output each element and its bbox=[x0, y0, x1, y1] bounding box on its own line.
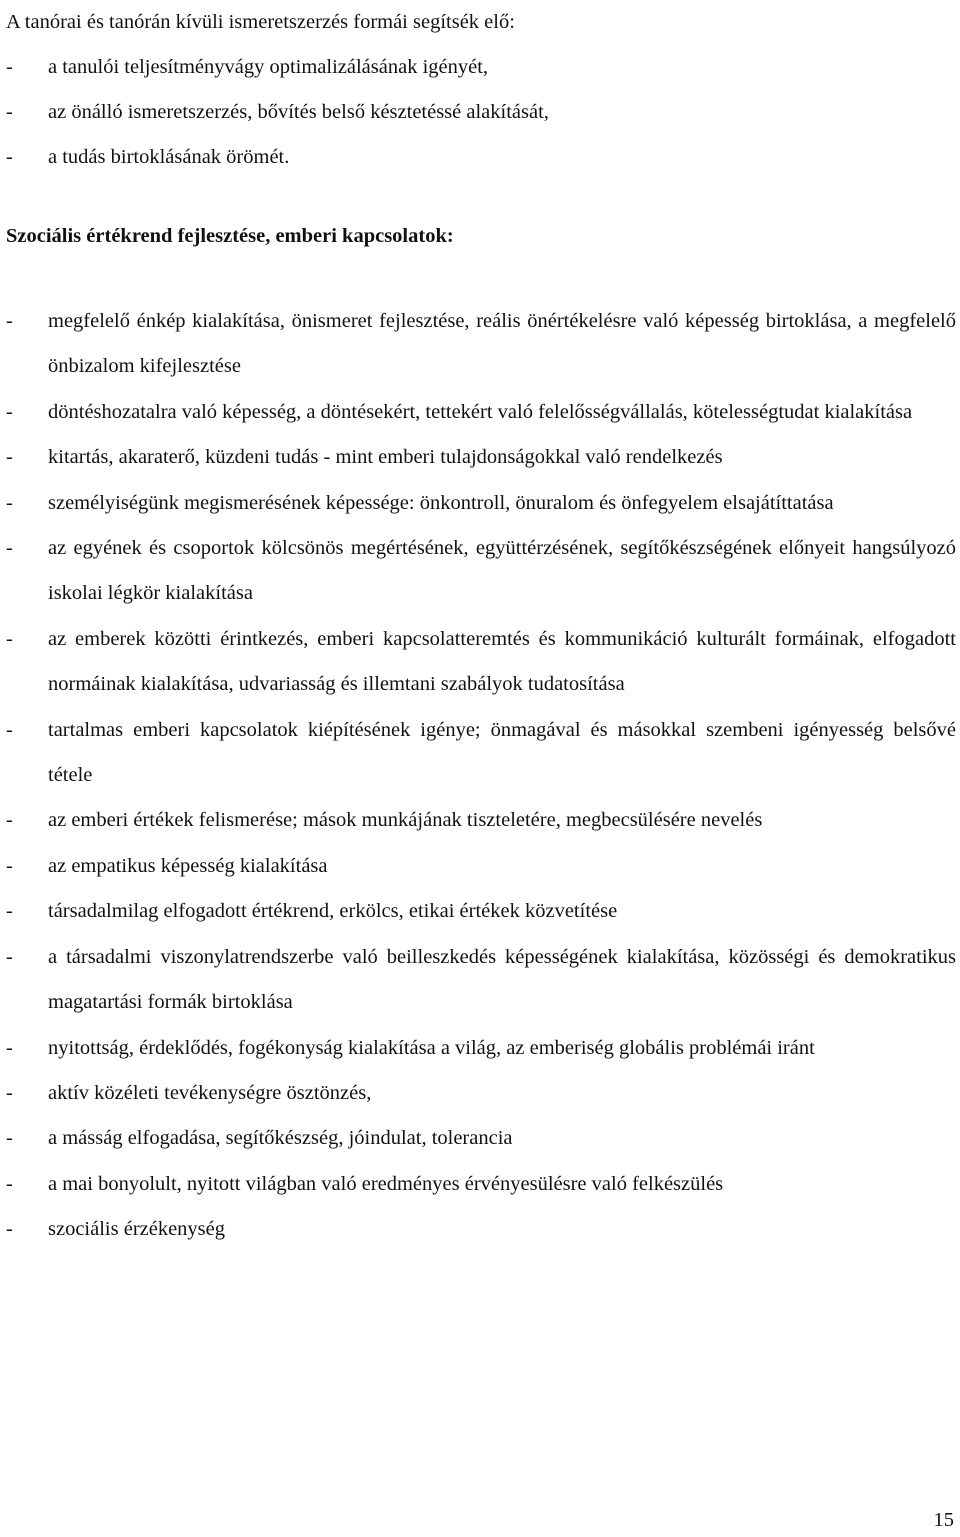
bullet-dash: - bbox=[6, 101, 13, 123]
list-item-text: kitartás, akaraterő, küzdeni tudás - mint emberi tulajdonságokkal való rendelkezés bbox=[48, 446, 723, 469]
list-item-text: az empatikus képesség kialakítása bbox=[48, 854, 328, 877]
bullet-dash: - bbox=[6, 1172, 13, 1195]
list-item-text: a másság elfogadása, segítőkészség, jóindulat, tolerancia bbox=[48, 1127, 513, 1150]
list-item-text: nyitottság, érdeklődés, fogékonyság kialakítása a világ, az emberiség globális problémái iránt bbox=[48, 1036, 815, 1059]
bullet-dash: - bbox=[6, 56, 13, 78]
list-item-text: döntéshozatalra való képesség, a döntésekért, tettekért való felelősségvállalás, kötelességtudat kialakítása bbox=[48, 400, 913, 423]
list-item-text: társadalmilag elfogadott értékrend, erkölcs, etikai értékek közvetítése bbox=[48, 900, 618, 923]
intro-list-item-text: a tanulói teljesítményvágy optimalizálásának igényét, bbox=[48, 56, 489, 78]
list-item bbox=[6, 299, 956, 390]
bullet-dash: - bbox=[6, 446, 13, 469]
list-item bbox=[6, 481, 956, 526]
bullet-dash: - bbox=[6, 900, 13, 923]
bullet-dash: - bbox=[6, 491, 13, 514]
list-item bbox=[6, 935, 956, 1026]
list-item-text: az egyének és csoportok kölcsönös megértésének, együttérzésének, segítőkészségének előnyeit hangsúlyozó iskolai légkör kialakítása bbox=[48, 537, 956, 605]
list-item bbox=[6, 1116, 956, 1161]
intro-block bbox=[6, 0, 956, 180]
intro-list-item bbox=[6, 45, 956, 90]
bullet-dash: - bbox=[6, 537, 13, 560]
list-item-text: a mai bonyolult, nyitott világban való eredményes érvényesülésre való felkészülés bbox=[48, 1172, 724, 1195]
list-item bbox=[6, 798, 956, 843]
intro-list-item bbox=[6, 90, 956, 135]
bullet-dash: - bbox=[6, 718, 13, 741]
bullet-dash: - bbox=[6, 400, 13, 423]
social-values-list bbox=[6, 299, 956, 1253]
bullet-dash: - bbox=[6, 945, 13, 968]
bullet-dash: - bbox=[6, 146, 13, 168]
list-item-text: megfelelő énkép kialakítása, önismeret fejlesztése, reális önértékelésre való képesség birtoklása, a megfelelő önbizalom kifejlesztése bbox=[48, 310, 956, 378]
list-item bbox=[6, 1026, 956, 1071]
list-item bbox=[6, 617, 956, 708]
list-item-text: személyiségünk megismerésének képessége: önkontroll, önuralom és önfegyelem elsajátíttatása bbox=[48, 491, 834, 514]
intro-lead: A tanórai és tanórán kívüli ismeretszerzés formái segítsék elő: bbox=[6, 11, 515, 33]
bullet-dash: - bbox=[6, 310, 13, 332]
bullet-dash: - bbox=[6, 854, 13, 877]
list-item-text: tartalmas emberi kapcsolatok kiépítésének igénye; önmagával és másokkal szembeni igényesség belsővé tétele bbox=[48, 718, 956, 787]
intro-list-item-text: a tudás birtoklásának örömét. bbox=[48, 146, 290, 168]
intro-list-item bbox=[6, 135, 956, 180]
list-item-text: aktív közéleti tevékenységre ösztönzés, bbox=[48, 1081, 372, 1104]
bullet-dash: - bbox=[6, 1127, 13, 1150]
list-item bbox=[6, 390, 956, 435]
bullet-dash: - bbox=[6, 1218, 13, 1241]
bullet-dash: - bbox=[6, 809, 13, 832]
bullet-dash: - bbox=[6, 1036, 13, 1059]
list-item bbox=[6, 526, 956, 617]
list-item bbox=[6, 1207, 956, 1252]
intro-list-item-text: az önálló ismeretszerzés, bővítés belső késztetéssé alakítását, bbox=[48, 101, 549, 123]
bullet-dash: - bbox=[6, 627, 13, 650]
list-item-text: az emberek közötti érintkezés, emberi kapcsolatteremtés és kommunikáció kulturált formáinak, elfogadott normáinak kialakítása, udvariasság és illemtani szabályok tudatosítása bbox=[48, 627, 956, 696]
list-item bbox=[6, 708, 956, 799]
page-number: 15 bbox=[933, 1509, 954, 1531]
list-item-text: a társadalmi viszonylatrendszerbe való beilleszkedés képességének kialakítása, közösségi és demokratikus magatartási formák birtoklása bbox=[48, 945, 956, 1014]
bullet-dash: - bbox=[6, 1081, 13, 1104]
list-item bbox=[6, 1071, 956, 1116]
list-item-text: az emberi értékek felismerése; mások munkájának tiszteletére, megbecsülésére nevelés bbox=[48, 809, 763, 832]
list-item bbox=[6, 889, 956, 934]
section-heading: Szociális értékrend fejlesztése, emberi kapcsolatok: bbox=[6, 225, 454, 247]
list-item bbox=[6, 1162, 956, 1207]
list-item bbox=[6, 435, 956, 480]
list-item-text: szociális érzékenység bbox=[48, 1218, 226, 1241]
list-item bbox=[6, 844, 956, 889]
